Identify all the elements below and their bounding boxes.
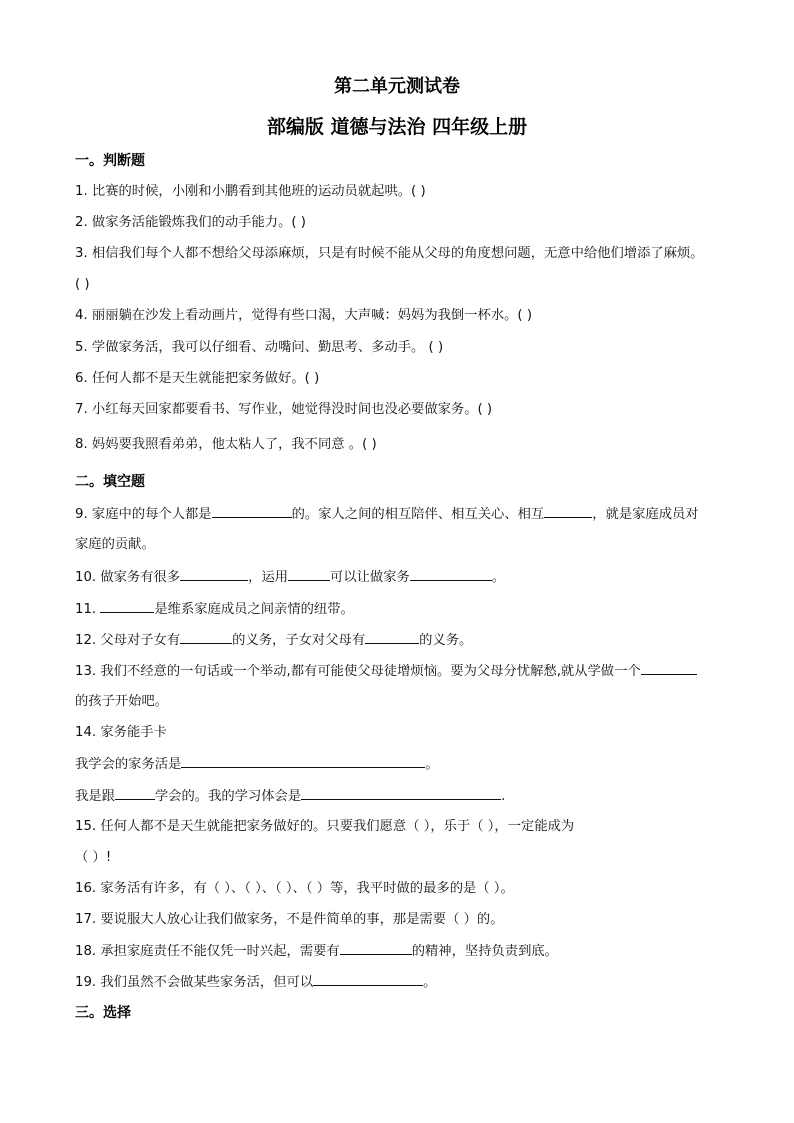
question-18-text-1: 18. 承担家庭责任不能仅凭一时兴起，需要有 <box>75 944 340 959</box>
question-13-text: 13. 我们不经意的一句话或一个举动,都有可能使父母徒增烦恼。要为父母分忧解愁,就从学做一个 <box>75 664 641 679</box>
question-9-line-1 <box>75 505 699 524</box>
question-19-text-2: 。 <box>423 975 437 990</box>
question-10-text-3: 可以让做家务 <box>330 570 410 585</box>
question-1: 1. 比赛的时候，小刚和小鹏看到其他班的运动员就起哄。( ) <box>75 184 426 199</box>
question-16: 16. 家务活有许多，有（ ）、（ ）、（ ）、（ ）等，我平时做的最多的是（ ）。 <box>75 881 514 896</box>
question-12 <box>75 631 472 650</box>
answer-blank[interactable] <box>100 600 154 613</box>
question-10 <box>75 568 505 587</box>
question-14-text-3: 我是跟 <box>75 789 115 804</box>
question-14-line-2 <box>75 787 505 806</box>
question-4: 4. 丽丽躺在沙发上看动画片，觉得有些口渴，大声喊：妈妈为我倒一杯水。( ) <box>75 308 533 323</box>
answer-blank[interactable] <box>288 568 330 581</box>
question-14-text-5: . <box>501 789 506 804</box>
question-9-text-1: 9. 家庭中的每个人都是 <box>75 507 212 522</box>
question-9-text-2: 的。家人之间的相互陪伴、相互关心、相互 <box>291 507 545 522</box>
question-9-line-2: 家庭的贡献。 <box>75 537 155 552</box>
question-8: 8. 妈妈要我照看弟弟，他太粘人了，我不同意 。( ) <box>75 437 377 452</box>
question-18 <box>75 942 558 961</box>
answer-blank[interactable] <box>115 787 155 800</box>
question-14-text-2: 。 <box>425 757 439 772</box>
question-14-line-1 <box>75 755 439 774</box>
question-6: 6. 任何人都不是天生就能把家务做好。( ) <box>75 371 320 386</box>
question-7: 7. 小红每天回家都要看书、写作业，她觉得没时间也没必要做家务。( ) <box>75 402 493 417</box>
answer-blank[interactable] <box>212 505 292 518</box>
question-13-line-2: 的孩子开始吧。 <box>75 694 169 709</box>
question-11-text: 是维系家庭成员之间亲情的纽带。 <box>154 602 354 617</box>
question-15-line-2: （ ）! <box>75 850 112 865</box>
answer-blank[interactable] <box>180 568 248 581</box>
question-14: 14. 家务能手卡 <box>75 725 167 740</box>
question-15-line-1: 15. 任何人都不是天生就能把家务做好的。只要我们愿意（ ），乐于（ ），一定能成为 <box>75 819 575 834</box>
answer-blank[interactable] <box>641 662 697 675</box>
question-13-line-1 <box>75 662 697 681</box>
page-subtitle: 部编版 道德与法治 四年级上册 <box>266 116 528 138</box>
question-19 <box>75 973 436 992</box>
question-14-text-4: 学会的。我的学习体会是 <box>154 789 302 804</box>
question-12-text-3: 的义务。 <box>419 633 473 648</box>
question-17: 17. 要说服大人放心让我们做家务，不是件简单的事，那是需要（ ）的。 <box>75 912 504 927</box>
answer-blank[interactable] <box>181 755 425 768</box>
answer-blank[interactable] <box>410 568 492 581</box>
question-18-text-2: 的精神，坚持负责到底。 <box>411 944 558 959</box>
page-title: 第二单元测试卷 <box>334 76 460 97</box>
answer-blank[interactable] <box>365 631 419 644</box>
answer-blank[interactable] <box>180 631 232 644</box>
question-10-text-4: 。 <box>491 570 506 585</box>
section-heading-fill-blank: 二。填空题 <box>75 474 145 490</box>
answer-blank[interactable] <box>544 505 592 518</box>
question-2: 2. 做家务活能锻炼我们的动手能力。( ) <box>75 215 306 230</box>
question-11-number: 11. <box>75 602 101 617</box>
answer-blank[interactable] <box>313 973 423 986</box>
question-5: 5. 学做家务活，我可以仔细看、动嘴问、勤思考、多动手。 ( ) <box>75 340 444 355</box>
question-12-text-2: 的义务，子女对父母有 <box>232 633 366 648</box>
question-3-line-1: 3. 相信我们每个人都不想给父母添麻烦，只是有时候不能从父母的角度想问题，无意中给他们增添了麻烦。 <box>75 246 704 261</box>
question-3-line-2: ( ) <box>75 277 90 292</box>
question-10-text-1: 10. 做家务有很多 <box>75 570 181 585</box>
answer-blank[interactable] <box>340 942 412 955</box>
question-19-text-1: 19. 我们虽然不会做某些家务活，但可以 <box>75 975 314 990</box>
question-14-text-1: 我学会的家务活是 <box>75 757 182 772</box>
question-10-text-2: ，运用 <box>248 570 289 585</box>
question-11 <box>75 600 354 619</box>
question-9-text-3: ，就是家庭成员对 <box>592 507 699 522</box>
section-heading-choice: 三。选择 <box>75 1005 131 1021</box>
answer-blank[interactable] <box>301 787 501 800</box>
section-heading-judgment: 一。判断题 <box>75 153 145 169</box>
question-12-text-1: 12. 父母对子女有 <box>75 633 181 648</box>
